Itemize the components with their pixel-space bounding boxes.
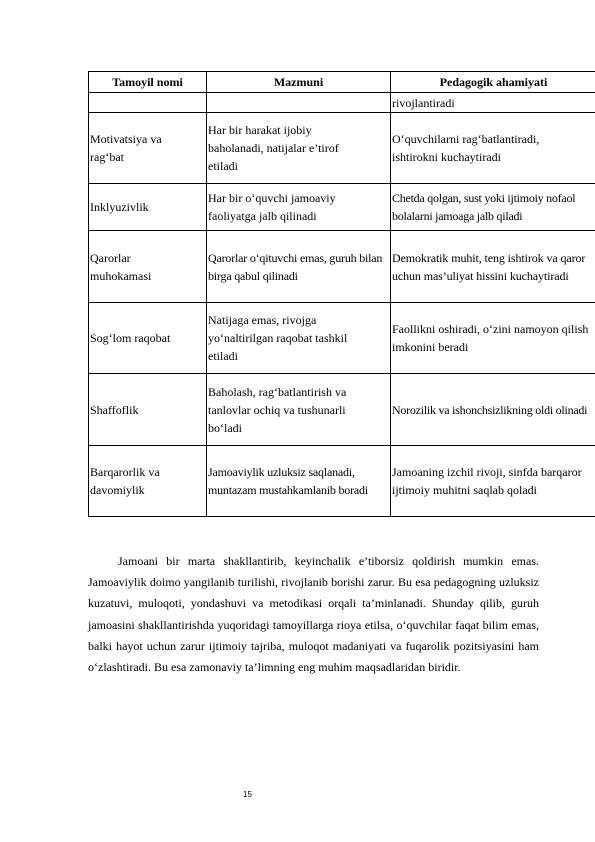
table-header-row [89,72,595,93]
principles-table [88,71,595,517]
table-row [89,113,595,184]
table-cell: Motivatsiya va rag‘bat [89,113,207,184]
table-cell: Jamoaviylik uzluksiz saqlanadi, muntazam mustahkamlanib boradi [207,446,391,517]
header-pedagogical-significance: Pedagogik ahamiyati [391,72,595,93]
table-cell: Natijaga emas, rivojga yo‘naltirilgan raqobat tashkil etiladi [207,303,391,374]
table-cell: Jamoaning izchil rivoji, sinfda barqaror ijtimoiy muhitni saqlab qoladi [391,446,595,517]
table-cell: Shaffoflik [89,374,207,446]
header-principle-name: Tamoyil nomi [89,72,207,93]
table-cell: Baholash, rag‘batlantirish va tanlovlar ochiq va tushunarli bo‘ladi [207,374,391,446]
table-cell: Har bir harakat ijobiy baholanadi, natijalar e’tirof etiladi [207,113,391,184]
body-paragraph: Jamoani bir marta shakllantirib, keyinchalik e’tiborsiz qoldirish mumkin emas. Jamoaviylik doimo yangilanib turilishi, rivojlanib borishi zarur. Bu esa pedagogning uzluksiz kuzatuvi, muloqoti, yondashuvi va metodikasi orqali ta’minlanadi. Shunday qilib, guruh jamoasini shakllantirishda yuqoridagi tamoyillarga rioya etilsa, o‘quvchilar faqat bilim emas, balki hayot uchun zarur ijtimoiy tajriba, muloqot madaniyati va fuqarolik pozitsiyasini ham o‘zlashtiradi. Bu esa zamonaviy ta’limning eng muhim maqsadlaridan biridir. [88,554,539,675]
table-cell: Qarorlar muhokamasi [89,231,207,303]
table-cell: Norozilik va ishonchsizlikning oldi olinadi [391,374,595,446]
table-cell: Demokratik muhit, teng ishtirok va qaror uchun mas’uliyat hissini kuchaytiradi [391,231,595,303]
table-cell [207,93,391,113]
table-row [89,231,595,303]
table-row [89,93,595,113]
table-row [89,184,595,231]
table-cell: Qarorlar o‘qituvchi emas, guruh bilan birga qabul qilinadi [207,231,391,303]
table-row [89,446,595,517]
table-cell: Barqarorlik va davomiylik [89,446,207,517]
table-cell [89,93,207,113]
table-row [89,374,595,446]
table-cell: Sog‘lom raqobat [89,303,207,374]
table-cell: Faollikni oshiradi, o‘zini namoyon qilish imkonini beradi [391,303,595,374]
page-number: 15 [243,790,252,799]
table-cell: Har bir o‘quvchi jamoaviy faoliyatga jalb qilinadi [207,184,391,231]
table-cell: Inklyuzivlik [89,184,207,231]
table-cell: Chetda qolgan, sust yoki ijtimoiy nofaol bolalarni jamoaga jalb qiladi [391,184,595,231]
table-cell: O‘quvchilarni rag‘batlantiradi, ishtirokni kuchaytiradi [391,113,595,184]
table-cell: rivojlantiradi [391,93,595,113]
header-content: Mazmuni [207,72,391,93]
table-row [89,303,595,374]
